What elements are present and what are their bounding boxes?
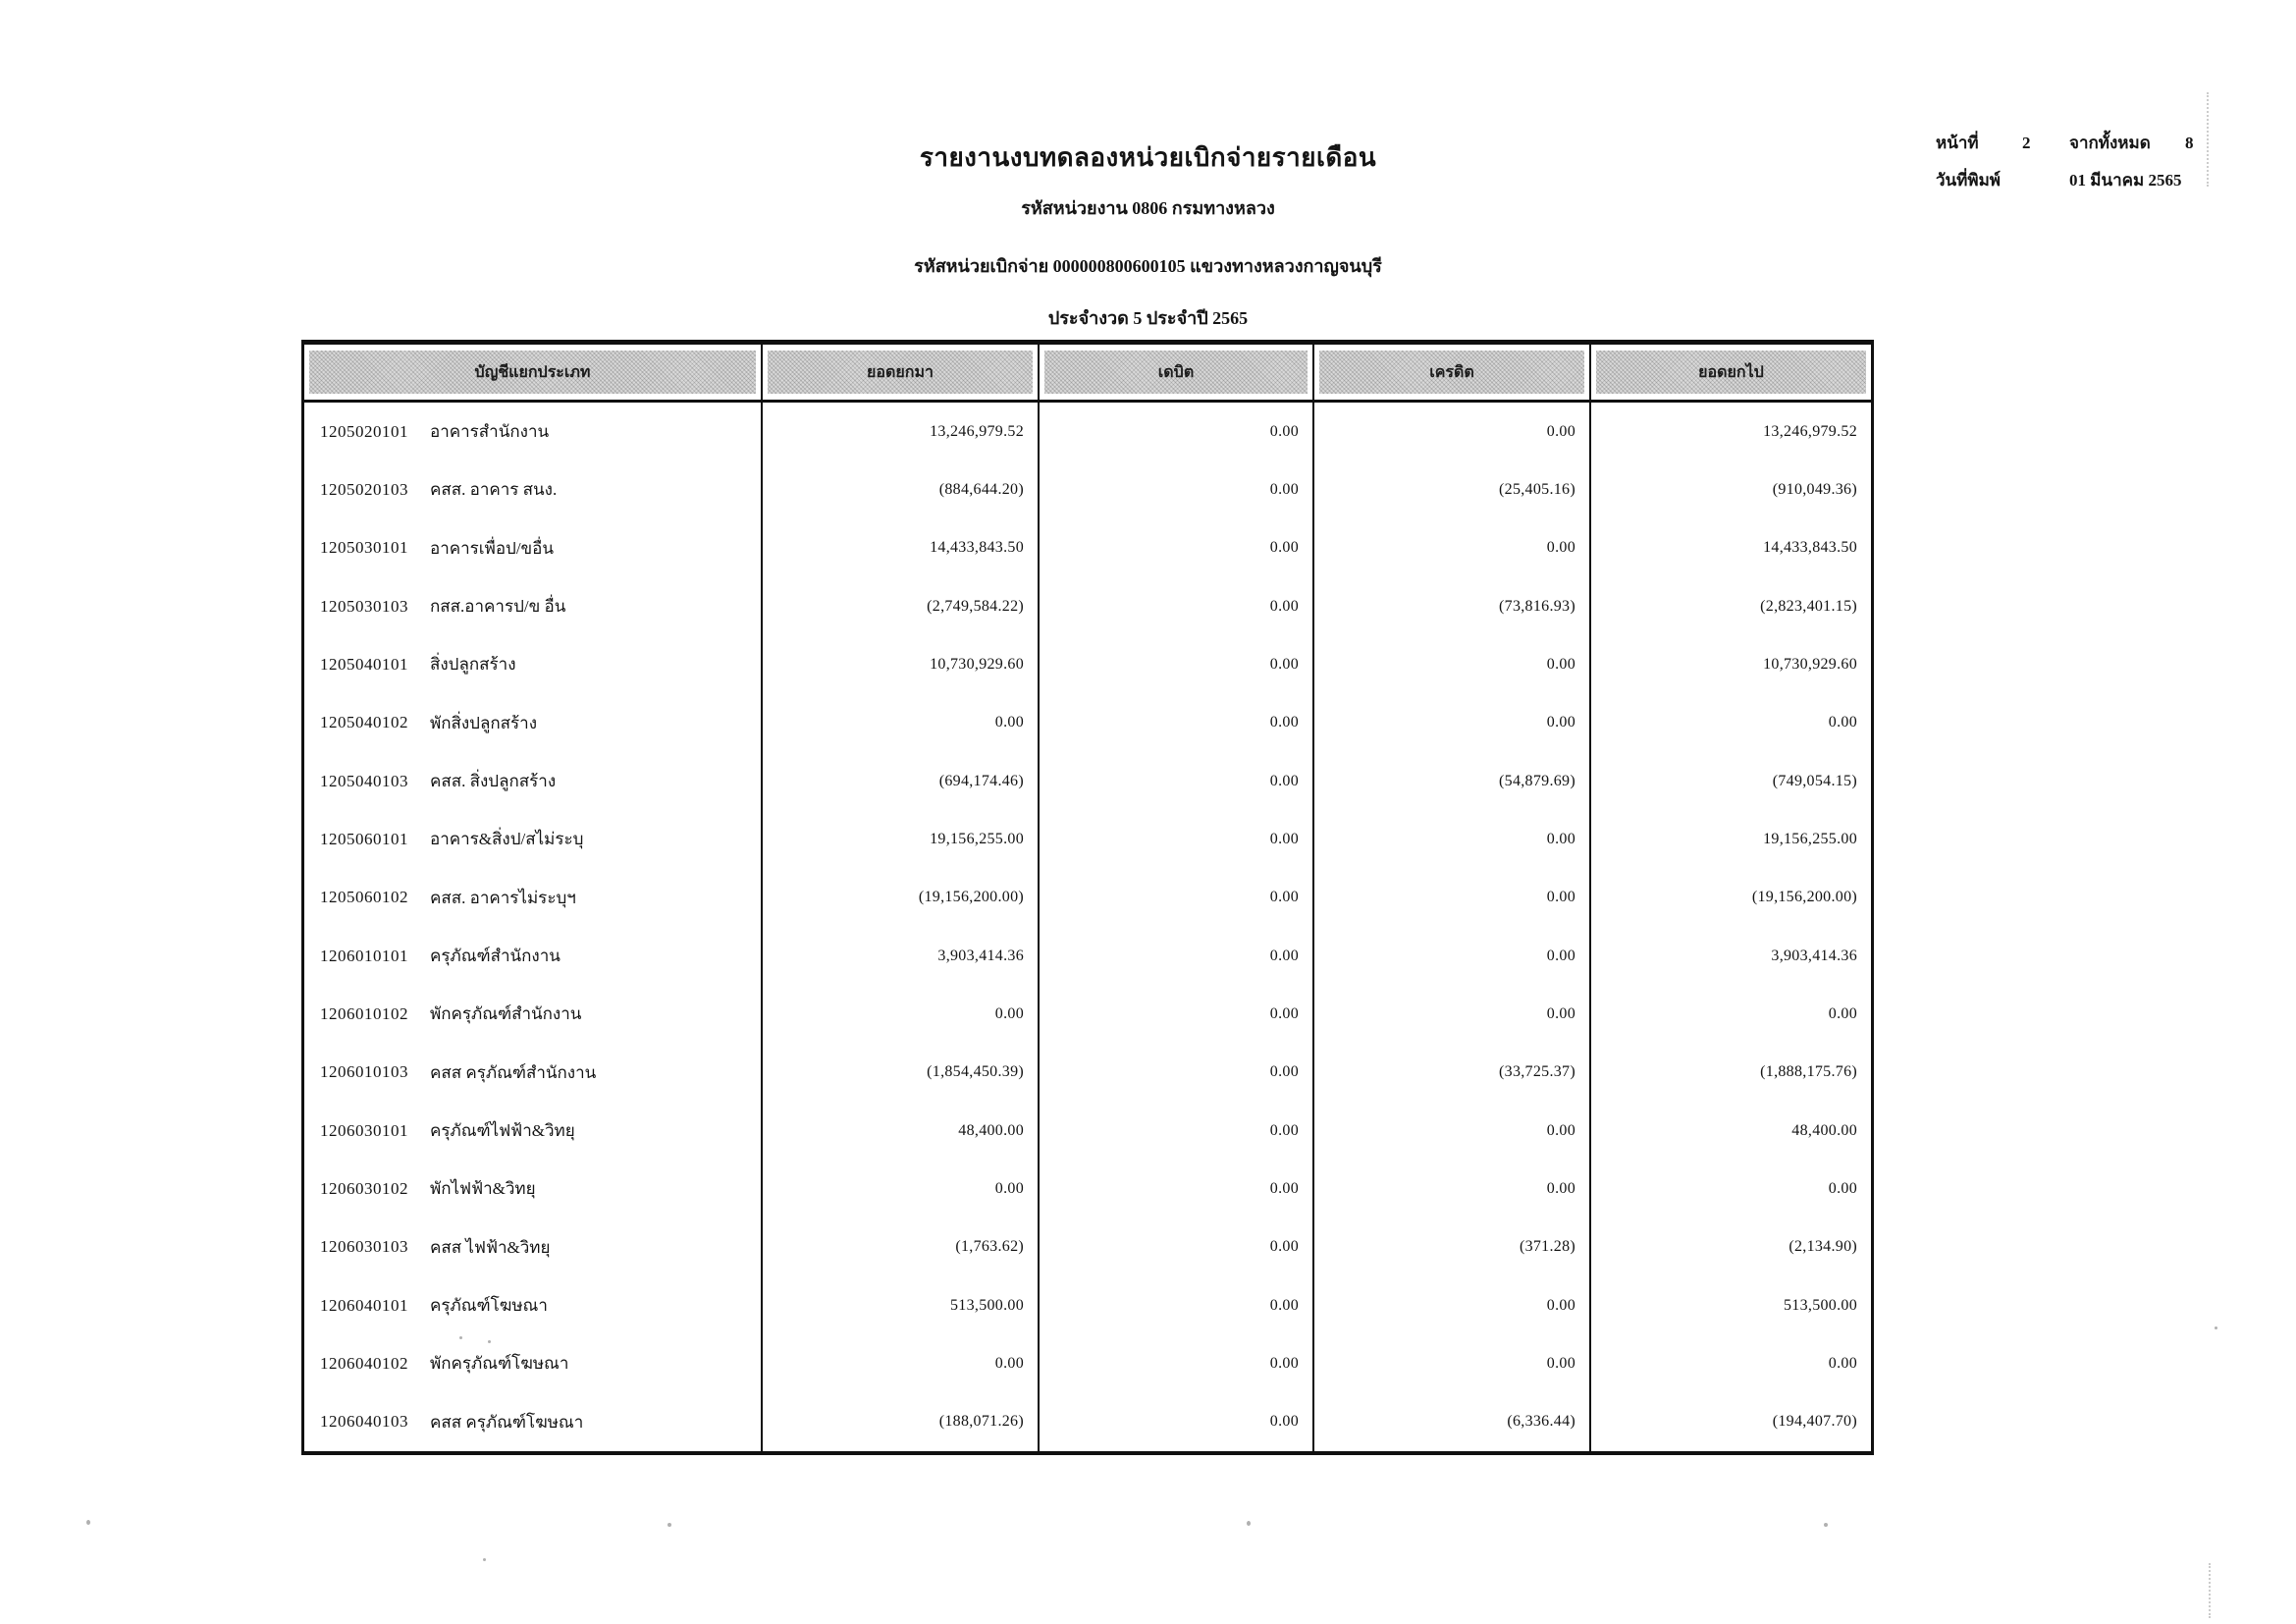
table-row	[304, 752, 1871, 810]
table-row	[304, 577, 1871, 635]
scan-speck	[459, 1336, 462, 1339]
credit-amount: (371.28)	[1314, 1218, 1591, 1276]
carry-forward-amount: 13,246,979.52	[763, 403, 1040, 460]
carry-forward-amount: 0.00	[763, 694, 1040, 752]
table-row	[304, 460, 1871, 518]
credit-amount: 0.00	[1314, 635, 1591, 693]
agency-code-line: รหัสหน่วยงาน 0806 กรมทางหลวง	[1021, 198, 1275, 218]
table-row	[304, 694, 1871, 752]
account-code: 1206040102	[320, 1353, 408, 1373]
account-code: 1206040101	[320, 1295, 408, 1315]
carry-forward-amount: (694,174.46)	[763, 752, 1040, 810]
account-name: สิ่งปลูกสร้าง	[430, 655, 516, 675]
balance-forward-amount: (194,407.70)	[1772, 1413, 1857, 1431]
debit-amount: 0.00	[1040, 403, 1314, 460]
account-cell	[304, 1160, 763, 1218]
account-cell	[304, 1334, 763, 1392]
table-row	[304, 1102, 1871, 1160]
debit-amount: 0.00	[1040, 577, 1314, 635]
account-code: 1205020103	[320, 479, 408, 499]
credit-amount: 0.00	[1314, 1102, 1591, 1160]
table-row	[304, 1218, 1871, 1276]
credit-amount: 0.00	[1314, 694, 1591, 752]
account-name: ครุภัณฑ์โฆษณา	[430, 1296, 548, 1316]
account-name: คสส ครุภัณฑ์สำนักงาน	[430, 1062, 597, 1082]
account-code: 1205030103	[320, 596, 408, 616]
debit-amount: 0.00	[1040, 752, 1314, 810]
debit-amount: 0.00	[1040, 694, 1314, 752]
account-name: พักครุภัณฑ์สำนักงาน	[430, 1004, 582, 1024]
page-number-label: หน้าที่	[1936, 134, 1979, 152]
account-code: 1206040103	[320, 1412, 408, 1432]
carry-forward-amount: 0.00	[763, 1160, 1040, 1218]
account-cell	[304, 1044, 763, 1102]
scan-dotted-line	[2207, 92, 2209, 187]
account-name: พักไฟฟ้า&วิทยุ	[430, 1179, 536, 1199]
carry-forward-amount: 48,400.00	[763, 1102, 1040, 1160]
scan-speck	[1247, 1521, 1251, 1526]
account-name: พักสิ่งปลูกสร้าง	[430, 713, 538, 732]
account-code: 1206030102	[320, 1178, 408, 1198]
balance-forward-amount: 13,246,979.52	[1763, 422, 1857, 440]
credit-amount: 0.00	[1314, 519, 1591, 577]
table-row	[304, 869, 1871, 927]
table-body	[304, 403, 1871, 1451]
credit-amount: 0.00	[1314, 927, 1591, 985]
account-name: อาคารเพื่อป/ขอื่น	[430, 538, 554, 558]
account-cell	[304, 1218, 763, 1276]
credit-amount: (25,405.16)	[1314, 460, 1591, 518]
account-name: ครุภัณฑ์สำนักงาน	[430, 947, 561, 966]
scan-speck	[2215, 1326, 2217, 1329]
account-code: 1206030103	[320, 1237, 408, 1257]
print-date-value: 01 มีนาคม 2565	[2069, 171, 2182, 189]
header-cell-account	[304, 345, 763, 400]
debit-amount: 0.00	[1040, 1160, 1314, 1218]
scan-speck	[483, 1558, 486, 1561]
account-code: 1205040101	[320, 654, 408, 674]
header-label-account: บัญชีแยกประเภท	[309, 351, 756, 394]
balance-forward-amount: (1,888,175.76)	[1760, 1063, 1857, 1081]
balance-forward-amount: 513,500.00	[1784, 1296, 1857, 1314]
scan-speck	[488, 1340, 491, 1343]
header-label-balance-forward: ยอดยกไป	[1596, 351, 1866, 394]
balance-forward-amount: (2,134.90)	[1789, 1238, 1857, 1256]
scan-speck	[667, 1523, 671, 1527]
account-code: 1205030101	[320, 538, 408, 558]
header-cell-debit	[1040, 345, 1314, 400]
account-cell	[304, 403, 763, 460]
debit-amount: 0.00	[1040, 1276, 1314, 1334]
carry-forward-amount: (19,156,200.00)	[763, 869, 1040, 927]
carry-forward-amount: (2,749,584.22)	[763, 577, 1040, 635]
carry-forward-amount: 10,730,929.60	[763, 635, 1040, 693]
balance-forward-amount: (910,049.36)	[1772, 480, 1857, 498]
table-header-row	[304, 345, 1871, 403]
account-cell	[304, 985, 763, 1043]
table-row	[304, 1160, 1871, 1218]
balance-forward-amount: (19,156,200.00)	[1751, 889, 1857, 906]
credit-amount: (73,816.93)	[1314, 577, 1591, 635]
account-code: 1206010101	[320, 946, 408, 965]
debit-amount: 0.00	[1040, 810, 1314, 868]
debit-amount: 0.00	[1040, 519, 1314, 577]
account-cell	[304, 1393, 763, 1451]
table-row	[304, 403, 1871, 460]
table-row	[304, 810, 1871, 868]
print-date-label: วันที่พิมพ์	[1936, 171, 2001, 189]
credit-amount: 0.00	[1314, 1160, 1591, 1218]
carry-forward-amount: 513,500.00	[763, 1276, 1040, 1334]
table-row	[304, 985, 1871, 1043]
header-label-credit: เครดิต	[1319, 351, 1584, 394]
account-name: คสส. อาคาร สนง.	[430, 480, 558, 500]
account-cell	[304, 694, 763, 752]
credit-amount: 0.00	[1314, 810, 1591, 868]
balance-forward-amount: 10,730,929.60	[1763, 655, 1857, 673]
header-cell-credit	[1314, 345, 1591, 400]
carry-forward-amount: (1,854,450.39)	[763, 1044, 1040, 1102]
debit-amount: 0.00	[1040, 1334, 1314, 1392]
report-title: รายงานงบทดลองหน่วยเบิกจ่ายรายเดือน	[919, 143, 1377, 172]
credit-amount: 0.00	[1314, 1276, 1591, 1334]
balance-forward-amount: 3,903,414.36	[1771, 947, 1857, 964]
account-name: คสส ไฟฟ้า&วิทยุ	[430, 1237, 551, 1257]
carry-forward-amount: 19,156,255.00	[763, 810, 1040, 868]
account-name: คสส ครุภัณฑ์โฆษณา	[430, 1412, 584, 1432]
account-name: พักครุภัณฑ์โฆษณา	[430, 1354, 569, 1374]
balance-forward-amount: 0.00	[1828, 1179, 1857, 1197]
account-code: 1206010102	[320, 1003, 408, 1023]
header-cell-carry-forward	[763, 345, 1040, 400]
carry-forward-amount: (1,763.62)	[763, 1218, 1040, 1276]
carry-forward-amount: 14,433,843.50	[763, 519, 1040, 577]
account-code: 1206030101	[320, 1120, 408, 1140]
credit-amount: 0.00	[1314, 403, 1591, 460]
carry-forward-amount: 0.00	[763, 985, 1040, 1043]
balance-forward-amount: 14,433,843.50	[1763, 539, 1857, 557]
credit-amount: (54,879.69)	[1314, 752, 1591, 810]
disbursement-unit-line: รหัสหน่วยเบิกจ่าย 000000800600105 แขวงทางหลวงกาญจนบุรี	[914, 256, 1382, 276]
debit-amount: 0.00	[1040, 869, 1314, 927]
header-label-carry-forward: ยอดยกมา	[768, 351, 1033, 394]
scan-speck	[86, 1520, 90, 1525]
account-name: ครุภัณฑ์ไฟฟ้า&วิทยุ	[430, 1121, 575, 1141]
table-row	[304, 1276, 1871, 1334]
account-cell	[304, 1276, 763, 1334]
account-code: 1205060102	[320, 888, 408, 907]
debit-amount: 0.00	[1040, 460, 1314, 518]
table-row	[304, 1044, 1871, 1102]
debit-amount: 0.00	[1040, 985, 1314, 1043]
balance-forward-amount: 0.00	[1828, 1354, 1857, 1372]
debit-amount: 0.00	[1040, 1102, 1314, 1160]
header-cell-balance-forward	[1591, 345, 1871, 400]
account-name: คสส. สิ่งปลูกสร้าง	[430, 772, 557, 791]
debit-amount: 0.00	[1040, 1044, 1314, 1102]
account-cell	[304, 869, 763, 927]
carry-forward-amount: 3,903,414.36	[763, 927, 1040, 985]
period-line: ประจำงวด 5 ประจำปี 2565	[1047, 308, 1249, 328]
account-name: คสส. อาคารไม่ระบุฯ	[430, 888, 576, 907]
page-number-value: 2	[2022, 134, 2031, 152]
scan-dotted-line	[2209, 1563, 2211, 1618]
account-cell	[304, 752, 763, 810]
trial-balance-table	[301, 340, 1874, 1455]
scan-speck	[1824, 1523, 1828, 1527]
table-row	[304, 519, 1871, 577]
account-cell	[304, 810, 763, 868]
balance-forward-amount: (749,054.15)	[1772, 772, 1857, 789]
account-code: 1205040103	[320, 771, 408, 790]
credit-amount: 0.00	[1314, 869, 1591, 927]
account-name: อาคาร&สิ่งป/สไม่ระบุ	[430, 830, 584, 849]
balance-forward-amount: 48,400.00	[1791, 1121, 1857, 1139]
carry-forward-amount: 0.00	[763, 1334, 1040, 1392]
debit-amount: 0.00	[1040, 1218, 1314, 1276]
credit-amount: (6,336.44)	[1314, 1393, 1591, 1451]
account-name: กสส.อาคารป/ข อื่น	[430, 597, 566, 617]
header-label-debit: เดบิต	[1044, 351, 1308, 394]
debit-amount: 0.00	[1040, 927, 1314, 985]
carry-forward-amount: (188,071.26)	[763, 1393, 1040, 1451]
account-code: 1205040102	[320, 713, 408, 732]
credit-amount: (33,725.37)	[1314, 1044, 1591, 1102]
document-header	[0, 137, 2296, 332]
balance-forward-amount: 0.00	[1828, 714, 1857, 731]
account-cell	[304, 519, 763, 577]
carry-forward-amount: (884,644.20)	[763, 460, 1040, 518]
account-cell	[304, 635, 763, 693]
table-row	[304, 635, 1871, 693]
balance-forward-amount: (2,823,401.15)	[1760, 597, 1857, 615]
credit-amount: 0.00	[1314, 985, 1591, 1043]
account-cell	[304, 1102, 763, 1160]
account-code: 1205060101	[320, 829, 408, 848]
account-cell	[304, 577, 763, 635]
balance-forward-amount: 19,156,255.00	[1763, 830, 1857, 847]
debit-amount: 0.00	[1040, 1393, 1314, 1451]
account-code: 1206010103	[320, 1062, 408, 1082]
table-row	[304, 927, 1871, 985]
account-name: อาคารสำนักงาน	[430, 422, 550, 442]
account-cell	[304, 460, 763, 518]
credit-amount: 0.00	[1314, 1334, 1591, 1392]
total-pages-value: 8	[2185, 134, 2194, 152]
table-row	[304, 1334, 1871, 1392]
account-code: 1205020101	[320, 421, 408, 441]
total-pages-label: จากทั้งหมด	[2069, 134, 2151, 152]
account-cell	[304, 927, 763, 985]
debit-amount: 0.00	[1040, 635, 1314, 693]
table-row	[304, 1393, 1871, 1451]
balance-forward-amount: 0.00	[1828, 1004, 1857, 1022]
